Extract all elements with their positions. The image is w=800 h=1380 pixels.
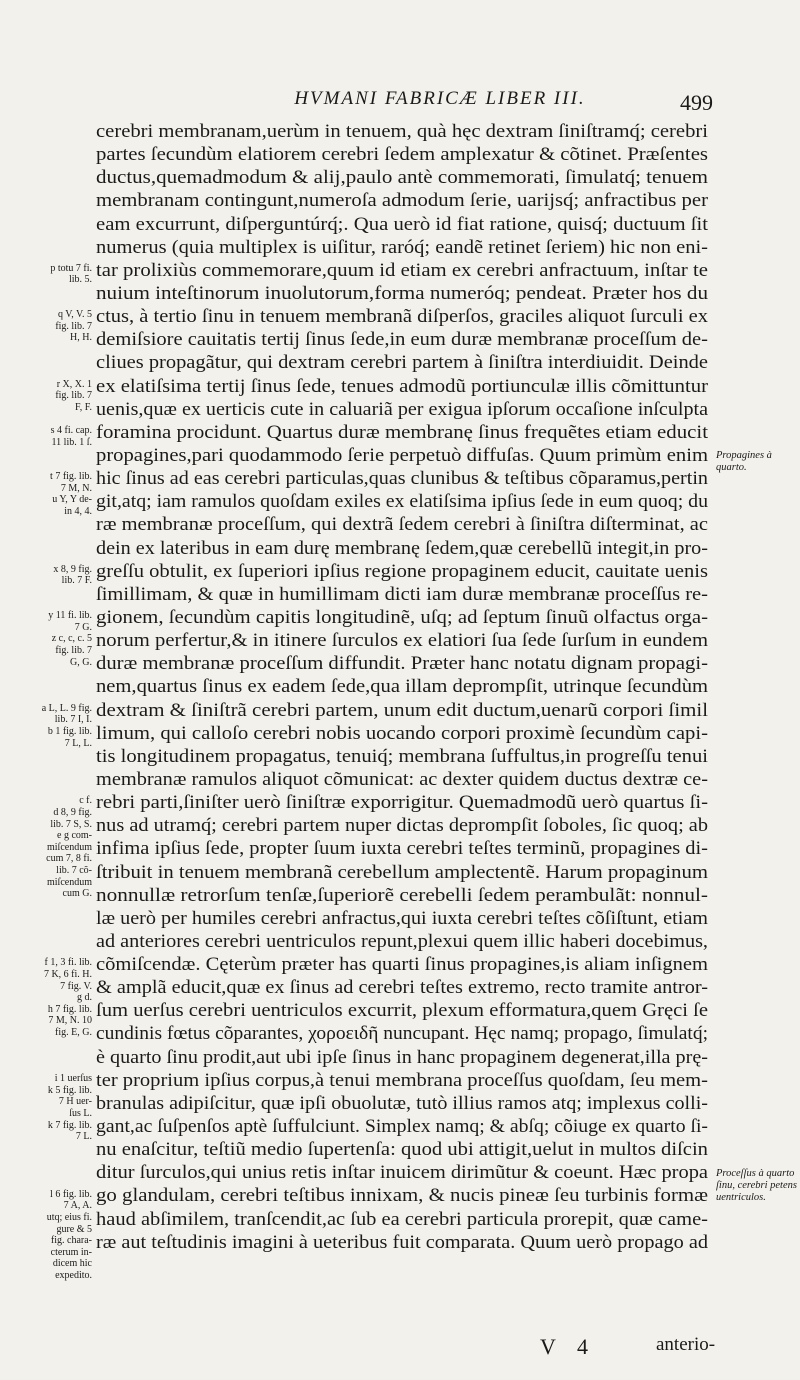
text-line: tis longitudinem propagatus, tenuiq́; membrana ſuffultus,in progreſſu tenui: [96, 745, 708, 767]
text-line: foramina procidunt. Quartus duræ membranę ſinus frequẽtes etiam educit: [96, 421, 708, 443]
margin-note-left: y 11 fi. lib. 7 G. z c, c, c. 5 fig. lib. 7 G, G.: [48, 610, 92, 668]
text-line: propagines,pari quodammodo ſerie perpetuò diffuſas. Quum primùm enim: [96, 444, 708, 466]
margin-note-left: r X, X. 1 fig. lib. 7 F, F.: [55, 378, 92, 413]
text-line: nem,quartus ſinus ex eadem ſede,qua illam deprompſit, utrinque ſecundùm: [96, 676, 708, 698]
text-line: ter proprium ipſius corpus,à tenui membrana proceſſus quoſdam, ſeu mem-: [96, 1069, 708, 1091]
main-text-column: [96, 120, 712, 1254]
text-line: ſum uerſus cerebri uentriculos excurrit, plexum efformatura,quem Gręci ſe: [96, 1000, 708, 1022]
text-line: læ uerò per humiles cerebri anfractus,qui iuxta cerebri teſtes cõſiſtunt, etiam: [96, 907, 708, 929]
text-line: è quarto ſinu prodit,aut ubi ipſe ſinus in hanc propaginem degenerat,illa prę-: [96, 1046, 708, 1068]
text-line: ductus,quemadmodum & alij,paulo antè commemorati, ſimulatq́; tenuem: [96, 167, 708, 189]
text-line: hic ſinus ad eas cerebri particulas,quas clunibus & teſtibus cõparamus,pertin: [96, 468, 708, 490]
text-line: dextram & ſiniſtrã cerebri partem, unum edit ductum,uenarũ corpori ſimil: [96, 699, 708, 721]
text-line: ræ membranæ proceſſum, qui dextrã ſedem cerebri à ſiniſtra diſterminat, ac: [96, 514, 708, 536]
text-line: branulas adipiſcitur, quæ ipſi obuolutæ, tutò illius ramos atq; implexus colli-: [96, 1092, 708, 1114]
margin-note-left: i 1 uerſus k 5 fig. lib. 7 H uer- ſus L. k 7 fig. lib. 7 L.: [47, 1073, 92, 1143]
text-line: git,atq; iam ramulos quoſdam exiles ex elatiſsima ipſius ſede in eum quoq; du: [96, 491, 708, 513]
text-line: demiſsiore cauitatis tertij ſinus ſede,in eum duræ membranæ proceſſum de-: [96, 329, 708, 351]
text-line: nu enaſcitur, teſtiũ medio ſupertenſa: quod ubi attigit,uelut in multos diſcin: [96, 1139, 708, 1161]
text-line: partes ſecundùm elatiorem cerebri ſedem amplexatur & cõtinet. Præſentes: [96, 144, 708, 166]
text-line: cundinis fœtus cõparantes, χοροειδῆ nuncupant. Hęc namq; propago, ſimulatq́;: [96, 1023, 708, 1045]
text-line: numerus (quia multiplex is uiſitur, raróq́; eandẽ retinet ſeriem) hic non eni-: [96, 236, 708, 258]
margin-note-left: s 4 fi. cap. 11 lib. 1 ſ.: [50, 424, 92, 448]
text-line: ditur ſurculos,qui unius retis inſtar inuicem dirimũtur & coeunt. Hæc propa: [96, 1162, 708, 1184]
text-line: membranam contingunt,numeroſa admodum ſerie, uarijsq́; anfractibus per: [96, 190, 708, 212]
margin-note-left: q V, V. 5 fig. lib. 7 H, H.: [55, 309, 92, 344]
text-line: eam excurrunt, diſperguntúrq́;. Qua uerò id fiat ratione, quisq́; ductuum ſit: [96, 213, 708, 235]
signature-mark: V 4: [540, 1334, 596, 1359]
text-line: tar prolixiùs commemorare,quum id etiam ex cerebri anfractuum, inſtar te: [96, 259, 709, 281]
margin-note-left: f 1, 3 fi. lib. 7 K, 6 fi. H. 7 fig. V. g d. h 7 fig. lib. 7 M, N. 10 fig. E, G.: [43, 957, 92, 1038]
text-line: gant,ac ſuſpenſos aptè ſuffulciunt. Simplex namq; & abſq; cõiuge ex quarto ſi-: [96, 1116, 708, 1138]
margin-note-left: a L, L. 9 fig. lib. 7 I, I. b 1 fig. lib. 7 L, L.: [41, 702, 92, 749]
catchword: anterio-: [656, 1334, 716, 1355]
text-line: go glandulam, cerebri teſtibus innixam, & nucis pineæ ſeu turbinis formæ: [96, 1185, 708, 1207]
text-line: gionem, ſecundùm capitis longitudinẽ, uſq; ad ſeptum ſinuũ olfactus orga-: [96, 606, 708, 628]
text-line: greſſu obtulit, ex ſuperiori ipſius regione propaginem educit, cauitate uenis: [96, 560, 708, 582]
text-line: norum perfertur,& in itinere ſurculos ex elatiori ſua ſede ſurſum in eundem: [96, 630, 708, 652]
text-line: ctus, à tertio ſinu in tenuem membranã diſperſos, graciles aliquot ſurculi ex: [96, 306, 708, 328]
text-line: limum, qui calloſo cerebri nobis uocando corpori proximè ſecundùm capi-: [96, 722, 708, 744]
text-line: rebri parti,ſiniſter uerò ſiniſtræ exporrigitur. Quemadmodũ uerò quartus ſi-: [96, 792, 708, 814]
margin-note-left: t 7 fig. lib. 7 M, N. u Y, Y de- in 4, 4.: [50, 471, 92, 518]
text-line: ſimillimam, & quæ in humillimam dicti iam duræ membranæ proceſſus re-: [96, 583, 708, 605]
text-line: & amplã educit,quæ ex ſinus ad cerebri teſtes extremo, recto tramite antror-: [96, 977, 708, 999]
text-line: uenis,quæ ex uerticis cute in caluariã per exigua ipſorum occaſione inſculpta: [96, 398, 708, 420]
text-line: cerebri membranam,uerùm in tenuem, quà hęc dextram ſiniſtramq́; cerebri: [96, 121, 708, 142]
text-line: membranæ ramulos aliquot cõmunicat: ac dexter quidem ductus dextræ ce-: [96, 768, 708, 790]
text-line: dein ex lateribus in eam durę membranę ſedem,quæ cerebellũ integit,in pro-: [96, 537, 708, 559]
text-line: cõmiſcendæ. Cęterùm præter has quarti ſinus propagines,is aliam inſignem: [96, 954, 709, 976]
page-number: 499: [680, 90, 713, 115]
text-line: ad anteriores cerebri uentriculos repunt,plexui quem illic haberi docebimus,: [96, 930, 708, 952]
running-head: HVMANI FABRICÆ LIBER III.: [294, 88, 586, 109]
text-line: infima ipſius ſede, propter ſuum iuxta cerebri teſtes terminũ, propagines di-: [96, 838, 708, 860]
text-line: haud abſimilem, tranſcendit,ac ſub ea cerebri particula prorepit, quæ came-: [96, 1208, 708, 1230]
text-line: cliues propagãtur, qui dextram cerebri partem à ſiniſtra interdiuidit. Deinde: [96, 352, 708, 374]
text-line: ræ aut teſtudinis imagini à ueteribus fuit comparata. Quum uerò propago ad: [96, 1231, 708, 1253]
text-line: nonnullæ retrorſum tenſæ,ſuperiorẽ cerebelli ſedem perambulãt: nonnul-: [96, 884, 708, 906]
text-line: duræ membranæ proceſſum diffundit. Præter hanc notatu dignam propagi-: [96, 653, 708, 675]
margin-note-left: x 8, 9 fig. lib. 7 F.: [53, 563, 92, 587]
margin-note-left: c f. d 8, 9 fig. lib. 7 S, S. e g com- miſcendum cum 7, 8 fi. lib. 7 cõ- miſcendum cum G.: [46, 795, 92, 900]
margin-note-right: Proceſſus à quarto ſinu, cerebri petens uentriculos.: [716, 1167, 797, 1203]
text-line: ſtribuit in tenuem membranã cerebellum amplectentẽ. Harum propaginum: [96, 861, 709, 883]
margin-note-left: p totu 7 fi. lib. 5.: [50, 262, 92, 286]
margin-note-left: l 6 fig. lib. 7 A, A. utq; eius fi. gure & 5 fig. chara- cterum in- dicem hic expedito.: [46, 1188, 92, 1282]
text-line: ex elatiſsima tertij ſinus ſede, tenues admodũ portiunculæ illis cõmittuntur: [96, 375, 708, 397]
text-line: nus ad utramq́; cerebri partem nuper dictas deprompſit ſoboles, ſic quoq; ab: [96, 815, 708, 837]
margin-note-right: Propagines à quarto.: [716, 450, 772, 474]
text-line: nuium inteſtinorum inuolutorum,forma numeróq; pendeat. Præter hos du: [96, 282, 708, 304]
